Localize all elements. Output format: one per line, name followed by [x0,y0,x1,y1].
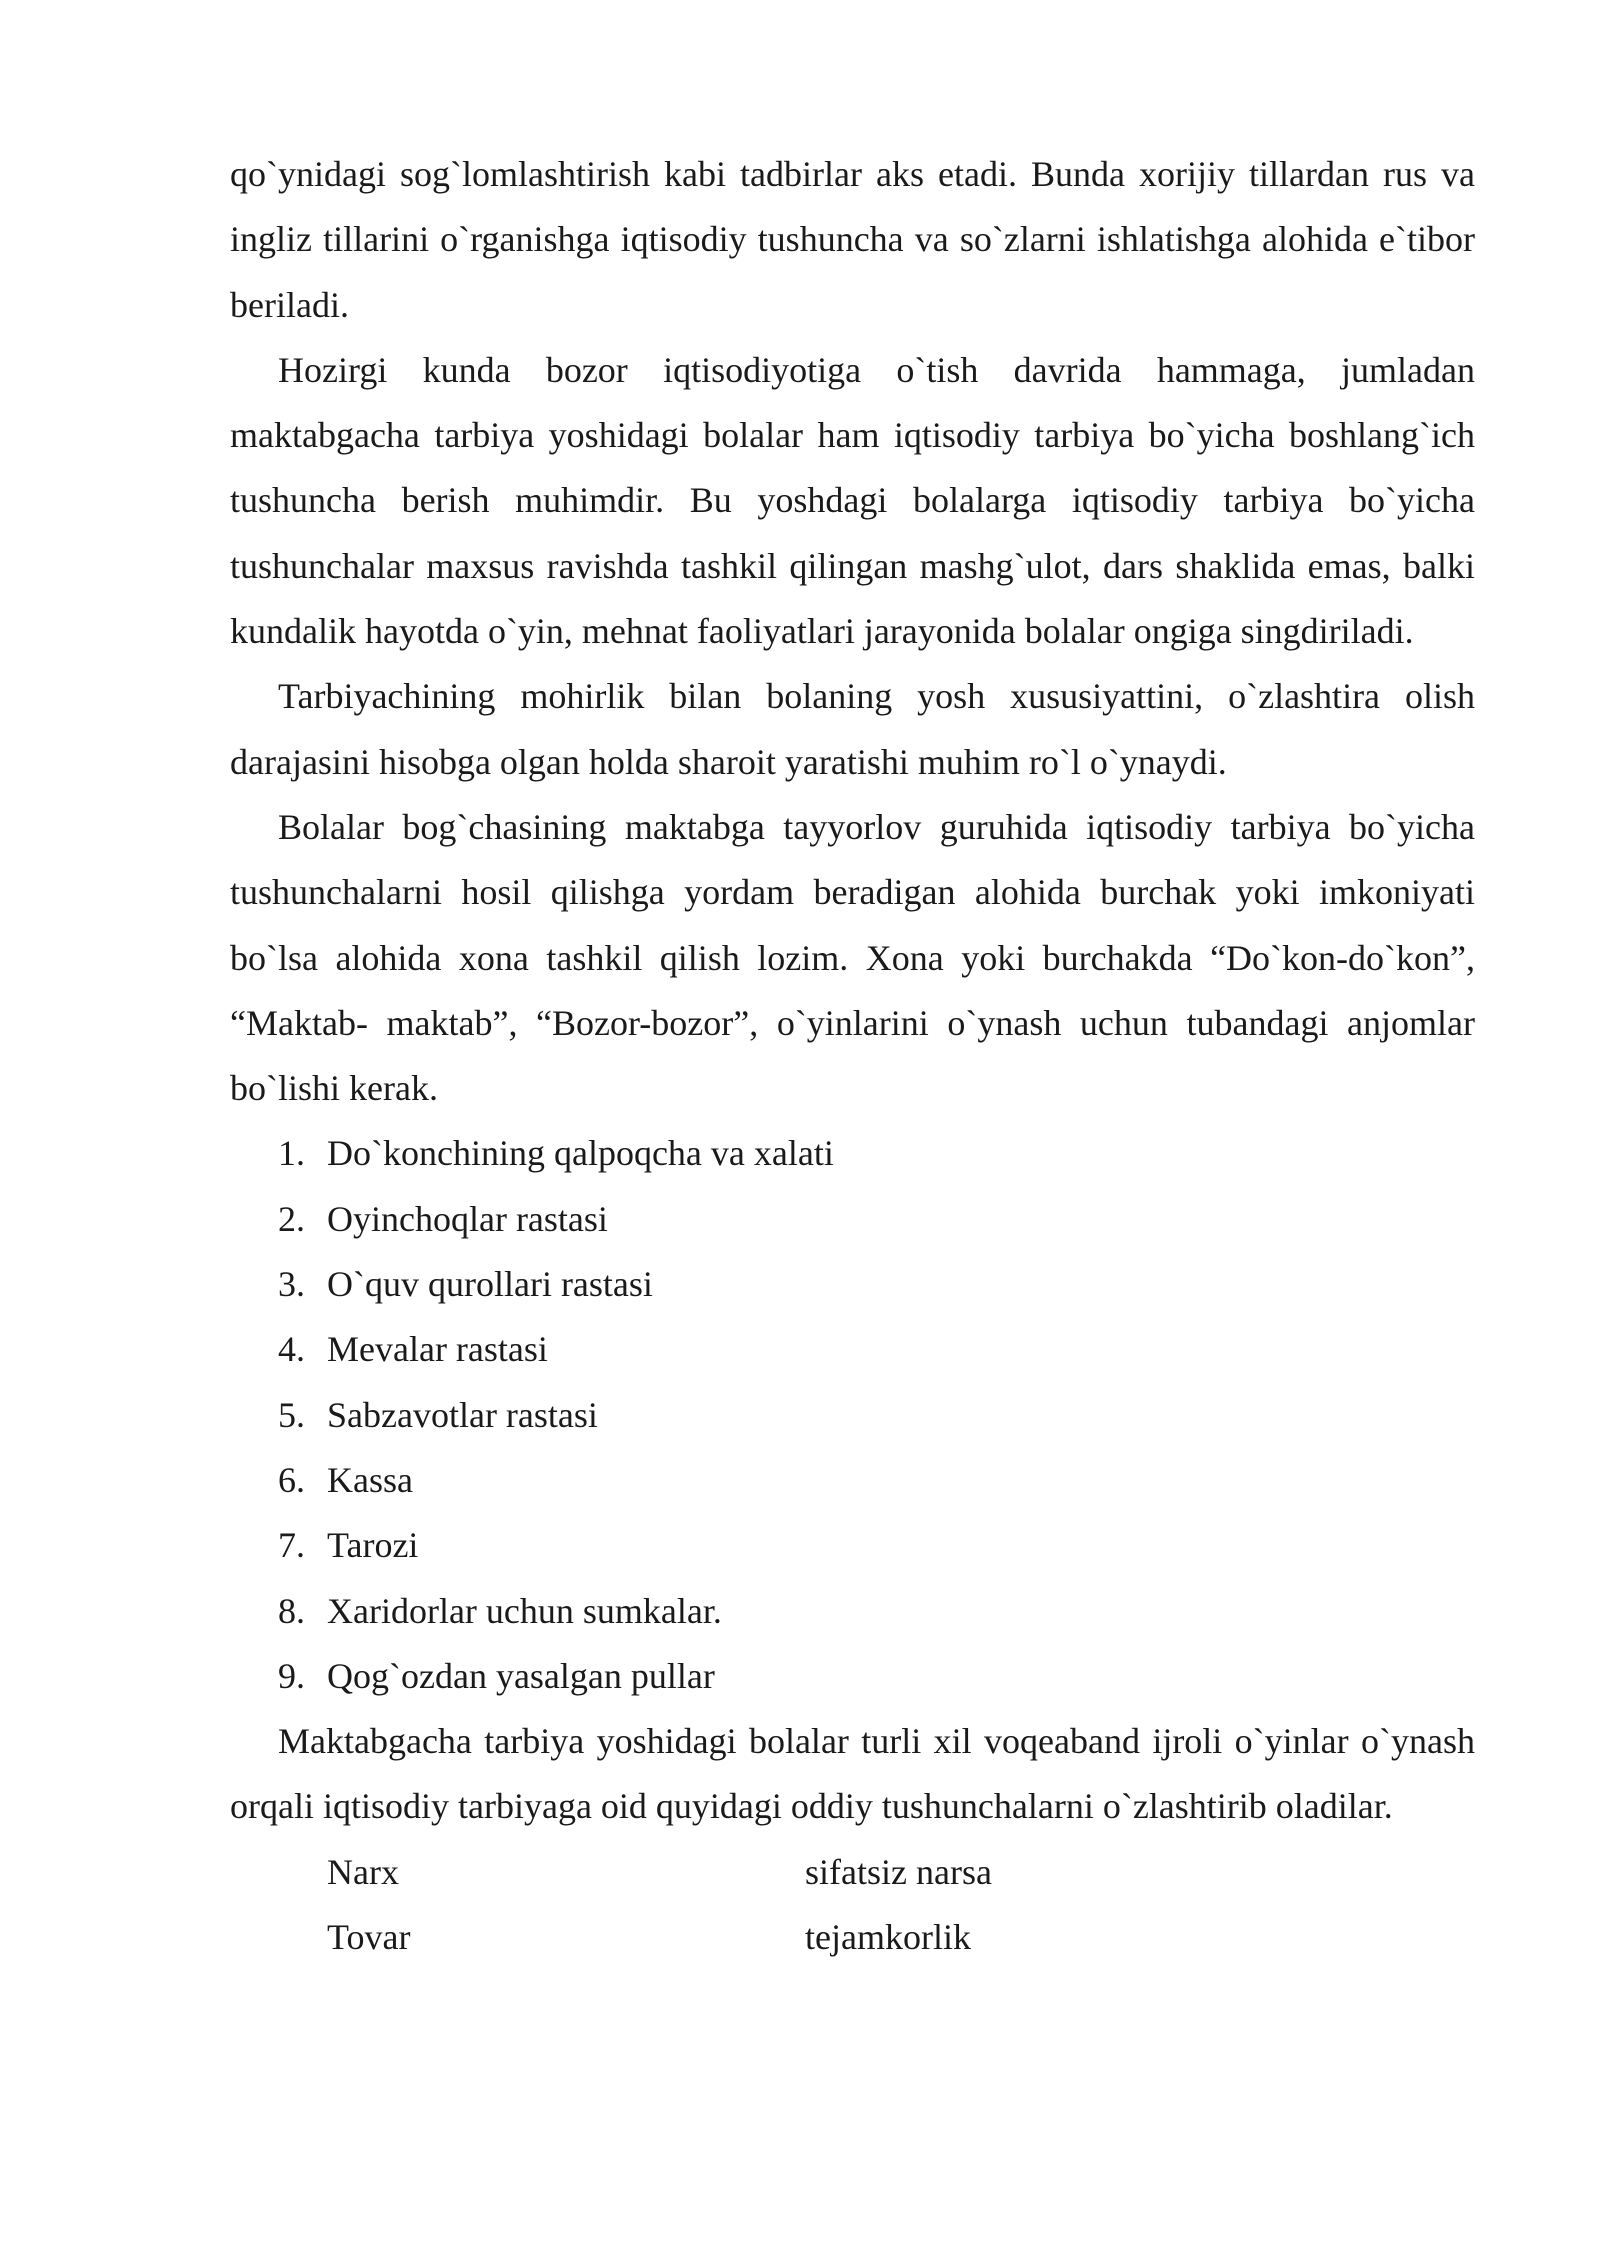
page-content [230,142,1475,1970]
list-text: Kassa [327,1459,413,1500]
list-item [230,1644,1475,1709]
term-left: Tovar [327,1917,411,1958]
list-text: Mevalar rastasi [327,1329,548,1370]
equipment-list [230,1121,1475,1709]
paragraph-tarbiyachi: Tarbiyachining mohirlik bilan bolaning yosh xususiyattini, o`zlashtira olish darajasini hisobga olgan holda sharoit yaratishi muhim ro`l o`ynaydi. [230,676,1475,782]
list-item [230,1383,1475,1448]
list-number: 5. [278,1394,305,1435]
terms-table [230,1840,1475,1971]
term-right: tejamkorlik [805,1917,971,1958]
list-item [230,1448,1475,1513]
list-item [230,1187,1475,1252]
paragraph-bozor-iqtisodiyoti: Hozirgi kunda bozor iqtisodiyotiga o`tish davrida hammaga, jumladan maktabgacha tarbiya yoshidagi bolalar ham iqtisodiy tarbiya bo`yicha boshlang`ich tushuncha berish muhimdir. Bu yoshdagi bolalarga iqtisodiy tarbiya bo`yicha tushunchalar maxsus ravishda tashkil qilingan mashg`ulot, dars shaklida emas, balki kundalik hayotda o`yin, mehnat faoliyatlari jarayonida bolalar ongiga singdiriladi. [230,349,1475,652]
term-row [230,1840,1475,1905]
list-number: 1. [278,1133,305,1174]
list-item [230,1513,1475,1578]
term-row [230,1905,1475,1970]
list-text: Xaridorlar uchun sumkalar. [327,1590,722,1631]
list-text: O`quv qurollari rastasi [327,1264,653,1305]
list-number: 6. [278,1459,305,1500]
paragraph-continuation: qo`ynidagi sog`lomlashtirish kabi tadbirlar aks etadi. Bunda xorijiy tillardan rus va ingliz tillarini o`rganishga iqtisodiy tushuncha va so`zlarni ishlatishga alohida e`tibor beriladi. [230,154,1475,325]
list-text: Oyinchoqlar rastasi [327,1198,608,1239]
list-text: Tarozi [327,1525,419,1566]
list-text: Qog`ozdan yasalgan pullar [327,1655,715,1696]
list-number: 4. [278,1329,305,1370]
list-item [230,1252,1475,1317]
paragraph-after-list: Maktabgacha tarbiya yoshidagi bolalar turli xil voqeaband ijroli o`yinlar o`ynash orqali iqtisodiy tarbiyaga oid quyidagi oddiy tushunchalarni o`zlashtirib oladilar. [230,1721,1475,1827]
list-text: Do`konchining qalpoqcha va xalati [327,1133,834,1174]
list-text: Sabzavotlar rastasi [327,1394,598,1435]
paragraph-bolalar-bogchasi: Bolalar bog`chasining maktabga tayyorlov guruhida iqtisodiy tarbiya bo`yicha tushunchalarni hosil qilishga yordam beradigan alohida burchak yoki imkoniyati bo`lsa alohida xona tashkil qilish lozim. Xona yoki burchakda “Do`kon-do`kon”, “Maktab- maktab”, “Bozor-bozor”, o`yinlarini o`ynash uchun tubandagi anjomlar bo`lishi kerak. [230,806,1475,1109]
list-item [230,1579,1475,1644]
term-left: Narx [327,1851,399,1892]
list-number: 7. [278,1525,305,1566]
list-number: 8. [278,1590,305,1631]
term-right: sifatsiz narsa [805,1851,992,1892]
list-item [230,1121,1475,1186]
list-item [230,1317,1475,1382]
list-number: 2. [278,1198,305,1239]
list-number: 3. [278,1264,305,1305]
list-number: 9. [278,1655,305,1696]
